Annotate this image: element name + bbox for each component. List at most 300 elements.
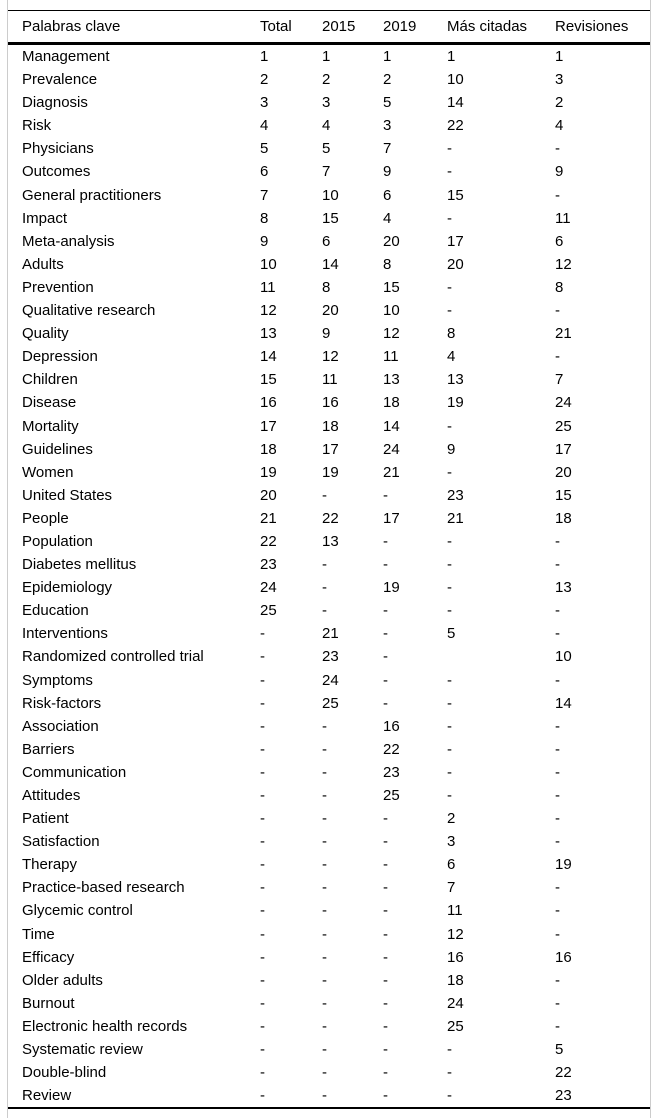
rank-cell: 3 xyxy=(447,833,456,851)
table-body xyxy=(8,44,650,1109)
rank-cell: - xyxy=(322,1064,327,1082)
keyword-cell: Interventions xyxy=(22,625,108,643)
rank-cell: - xyxy=(555,302,560,320)
table-row xyxy=(8,299,650,322)
rank-cell: 4 xyxy=(383,209,392,227)
keyword-cell: Women xyxy=(22,463,74,481)
keyword-cell: Practice-based research xyxy=(22,879,185,897)
rank-cell: 15 xyxy=(447,186,464,204)
table-row xyxy=(8,899,650,922)
keyword-cell: Disease xyxy=(22,394,77,412)
keyword-cell: Association xyxy=(22,717,99,735)
rank-cell: - xyxy=(383,625,388,643)
table-row xyxy=(8,807,650,830)
keyword-cell: Education xyxy=(22,602,89,620)
rank-cell: - xyxy=(383,902,388,920)
rank-cell: - xyxy=(322,579,327,597)
rank-cell: 3 xyxy=(260,94,269,112)
rank-cell: 4 xyxy=(260,117,269,135)
rank-cell: - xyxy=(322,1084,383,1108)
table-row xyxy=(8,738,650,761)
table-row xyxy=(8,1061,650,1084)
rank-cell: - xyxy=(383,810,388,828)
rank-cell: 1 xyxy=(447,48,456,65)
rank-cell: - xyxy=(447,787,452,804)
rank-cell: 10 xyxy=(383,302,400,320)
rank-cell: - xyxy=(383,856,388,874)
rank-cell: 7 xyxy=(383,140,392,158)
rank-cell: - xyxy=(260,948,265,966)
table-row xyxy=(8,923,650,946)
rank-cell: - xyxy=(555,348,560,366)
rank-cell: 17 xyxy=(322,440,339,458)
rank-cell: 10 xyxy=(260,255,277,273)
keyword-cell: Double-blind xyxy=(22,1064,107,1082)
rank-cell: - xyxy=(383,925,388,943)
rank-cell: - xyxy=(447,717,452,735)
rank-cell: - xyxy=(447,763,452,781)
rank-cell: 17 xyxy=(447,232,464,250)
rank-cell: - xyxy=(383,1064,388,1082)
table-row xyxy=(8,207,650,230)
rank-cell: 19 xyxy=(322,463,339,481)
rank-cell: 20 xyxy=(322,302,339,320)
keyword-cell: Glycemic control xyxy=(22,902,133,920)
keywords-ranking-table xyxy=(8,10,650,1109)
rank-cell: 12 xyxy=(555,255,572,273)
rank-cell: 7 xyxy=(447,879,456,897)
rank-cell: - xyxy=(322,602,327,620)
rank-cell: - xyxy=(447,163,452,181)
keyword-cell: Physicians xyxy=(22,140,94,158)
rank-cell: - xyxy=(447,532,452,550)
rank-cell: 11 xyxy=(555,209,571,227)
rank-cell: 6 xyxy=(447,856,456,874)
table-row xyxy=(8,1038,650,1061)
rank-cell: - xyxy=(383,671,388,689)
rank-cell: - xyxy=(383,1084,447,1108)
rank-cell: - xyxy=(383,648,388,666)
keyword-cell: Older adults xyxy=(22,971,103,989)
table-row xyxy=(8,114,650,137)
rank-cell: - xyxy=(322,856,327,874)
rank-cell: - xyxy=(555,763,560,781)
table-row xyxy=(8,253,650,276)
col-header-2015: 2015 xyxy=(322,11,383,44)
rank-cell: - xyxy=(555,602,560,620)
rank-cell: - xyxy=(555,1017,560,1035)
keyword-cell: People xyxy=(22,509,69,527)
rank-cell: - xyxy=(447,671,452,689)
rank-cell: - xyxy=(260,925,265,943)
keyword-cell: Communication xyxy=(22,763,127,781)
keyword-cell: Adults xyxy=(22,255,64,273)
rank-cell: - xyxy=(260,625,265,643)
rank-cell: 21 xyxy=(260,509,277,527)
table-row xyxy=(8,946,650,969)
rank-cell: - xyxy=(447,463,452,481)
keyword-cell: Population xyxy=(22,532,93,550)
keyword-cell: Depression xyxy=(22,348,98,366)
table-row xyxy=(8,230,650,253)
rank-cell: 17 xyxy=(260,417,277,435)
rank-cell: - xyxy=(383,694,388,712)
rank-cell: 12 xyxy=(260,302,277,320)
rank-cell: - xyxy=(383,948,388,966)
keyword-cell: Review xyxy=(8,1084,260,1108)
rank-cell: - xyxy=(555,833,560,851)
rank-cell: 9 xyxy=(447,440,456,458)
rank-cell: - xyxy=(260,810,265,828)
rank-cell: 25 xyxy=(383,787,400,804)
rank-cell: 24 xyxy=(383,440,400,458)
rank-cell: - xyxy=(447,140,452,158)
keyword-cell: Satisfaction xyxy=(22,833,100,851)
table-row xyxy=(8,992,650,1015)
table-row xyxy=(8,853,650,876)
rank-cell: - xyxy=(260,740,265,758)
rank-cell: 24 xyxy=(322,671,339,689)
rank-cell: 22 xyxy=(447,117,464,135)
keyword-cell: Mortality xyxy=(22,417,79,435)
rank-cell: - xyxy=(322,787,327,804)
rank-cell: 14 xyxy=(260,348,277,366)
col-header-total: Total xyxy=(260,11,322,44)
rank-cell: - xyxy=(383,532,388,550)
rank-cell: 13 xyxy=(383,371,400,389)
rank-cell: - xyxy=(322,717,327,735)
table-row xyxy=(8,576,650,599)
rank-cell: 13 xyxy=(260,325,277,343)
keyword-cell: Time xyxy=(22,925,55,943)
rank-cell: - xyxy=(383,1041,388,1059)
rank-cell: 1 xyxy=(555,48,564,65)
keyword-cell: Children xyxy=(22,371,78,389)
rank-cell: 2 xyxy=(322,71,331,89)
rank-cell: 23 xyxy=(383,763,400,781)
table-row xyxy=(8,715,650,738)
rank-cell: 16 xyxy=(260,394,277,412)
rank-cell: 19 xyxy=(260,463,277,481)
rank-cell: 5 xyxy=(555,1041,564,1059)
keyword-cell: Qualitative research xyxy=(22,302,156,320)
table-row xyxy=(8,1015,650,1038)
rank-cell: - xyxy=(383,879,388,897)
rank-cell: 12 xyxy=(447,925,464,943)
rank-cell: 18 xyxy=(447,971,464,989)
keyword-cell: Prevention xyxy=(22,278,94,296)
rank-cell: 10 xyxy=(322,186,339,204)
rank-cell: - xyxy=(447,417,452,435)
rank-cell: - xyxy=(260,879,265,897)
rank-cell: - xyxy=(322,1041,327,1059)
keyword-cell: Impact xyxy=(22,209,68,227)
rank-cell: - xyxy=(322,833,327,851)
rank-cell: 5 xyxy=(447,625,456,643)
rank-cell: 20 xyxy=(260,486,277,504)
rank-cell: 21 xyxy=(383,463,400,481)
rank-cell: - xyxy=(260,1041,265,1059)
rank-cell: 12 xyxy=(322,348,339,366)
keyword-cell: Diabetes mellitus xyxy=(22,556,137,574)
rank-cell: 6 xyxy=(260,163,269,181)
rank-cell: 14 xyxy=(447,94,464,112)
keyword-cell: Diagnosis xyxy=(22,94,88,112)
rank-cell: - xyxy=(322,971,327,989)
rank-cell: - xyxy=(555,740,560,758)
rank-cell: 4 xyxy=(555,117,564,135)
rank-cell: 17 xyxy=(383,509,400,527)
rank-cell: 4 xyxy=(322,117,331,135)
col-header-mas-citadas: Más citadas xyxy=(447,11,555,44)
rank-cell: - xyxy=(447,209,452,227)
rank-cell: - xyxy=(555,971,560,989)
rank-cell: - xyxy=(555,625,560,643)
rank-cell xyxy=(447,645,555,668)
rank-cell: - xyxy=(447,302,452,320)
table-row xyxy=(8,599,650,622)
rank-cell: - xyxy=(555,556,560,574)
rank-cell: 20 xyxy=(555,463,572,481)
rank-cell: 18 xyxy=(555,509,572,527)
rank-cell: - xyxy=(447,1084,555,1108)
rank-cell: - xyxy=(447,602,452,620)
rank-cell: 21 xyxy=(322,625,339,643)
rank-cell: - xyxy=(555,186,560,204)
rank-cell: 6 xyxy=(322,232,331,250)
rank-cell: - xyxy=(322,1017,327,1035)
rank-cell: - xyxy=(447,694,452,712)
rank-cell: 22 xyxy=(555,1064,572,1082)
rank-cell: 2 xyxy=(260,71,269,89)
rank-cell: - xyxy=(322,556,327,574)
rank-cell: 13 xyxy=(555,579,572,597)
keyword-cell: Management xyxy=(22,48,110,65)
rank-cell: - xyxy=(555,925,560,943)
rank-cell: 9 xyxy=(260,232,269,250)
table-row xyxy=(8,876,650,899)
rank-cell: - xyxy=(322,763,327,781)
keyword-cell: Electronic health records xyxy=(22,1017,188,1035)
rank-cell: 3 xyxy=(322,94,331,112)
col-header-revisiones: Revisiones xyxy=(555,11,650,44)
rank-cell: - xyxy=(447,1064,452,1082)
keyword-cell: Risk xyxy=(22,117,52,135)
rank-cell: 24 xyxy=(447,994,464,1012)
rank-cell: - xyxy=(322,810,327,828)
keyword-cell: Therapy xyxy=(22,856,78,874)
rank-cell: - xyxy=(260,856,265,874)
rank-cell: 7 xyxy=(322,163,331,181)
rank-cell: 12 xyxy=(383,325,400,343)
rank-cell: 18 xyxy=(260,440,277,458)
rank-cell: 16 xyxy=(322,394,339,412)
table-row xyxy=(8,276,650,299)
rank-cell: 8 xyxy=(260,209,269,227)
table-row xyxy=(8,44,650,69)
rank-cell: 5 xyxy=(322,140,331,158)
table-row xyxy=(8,68,650,91)
table-row xyxy=(8,322,650,345)
table-row xyxy=(8,669,650,692)
rank-cell: 4 xyxy=(447,348,456,366)
rank-cell: - xyxy=(555,671,560,689)
rank-cell: - xyxy=(260,717,265,735)
rank-cell: - xyxy=(322,740,327,758)
rank-cell: 9 xyxy=(322,325,331,343)
table-row xyxy=(8,761,650,784)
rank-cell: 21 xyxy=(447,509,464,527)
table-row xyxy=(8,622,650,645)
rank-cell: 15 xyxy=(383,278,400,296)
keyword-cell: Patient xyxy=(22,810,69,828)
rank-cell: - xyxy=(260,763,265,781)
rank-cell: - xyxy=(555,994,560,1012)
keyword-cell: Prevalence xyxy=(22,71,98,89)
rank-cell: - xyxy=(260,902,265,920)
rank-cell: - xyxy=(383,486,388,504)
rank-cell: - xyxy=(447,1041,452,1059)
rank-cell: 9 xyxy=(555,163,564,181)
rank-cell: 23 xyxy=(322,648,339,666)
rank-cell: - xyxy=(555,902,560,920)
rank-cell: 11 xyxy=(260,278,276,296)
table-row xyxy=(8,368,650,391)
table-row xyxy=(8,438,650,461)
rank-cell: 19 xyxy=(555,856,572,874)
rank-cell: - xyxy=(260,994,265,1012)
rank-cell: 2 xyxy=(447,810,456,828)
rank-cell: 24 xyxy=(555,394,572,412)
rank-cell: 16 xyxy=(447,948,464,966)
rank-cell: 9 xyxy=(383,163,392,181)
col-header-palabras-clave: Palabras clave xyxy=(8,11,260,44)
table-row xyxy=(8,530,650,553)
table-row xyxy=(8,461,650,484)
rank-cell: - xyxy=(555,810,560,828)
rank-cell: - xyxy=(447,579,452,597)
keyword-cell: Outcomes xyxy=(22,163,91,181)
rank-cell: - xyxy=(383,602,388,620)
keyword-cell: Epidemiology xyxy=(22,579,113,597)
rank-cell: - xyxy=(260,1017,265,1035)
rank-cell: - xyxy=(322,902,327,920)
rank-cell: - xyxy=(383,556,388,574)
rank-cell: - xyxy=(383,1017,388,1035)
rank-cell: 2 xyxy=(383,71,392,89)
rank-cell: 7 xyxy=(260,186,269,204)
table-row xyxy=(8,784,650,807)
table-row xyxy=(8,1084,650,1108)
rank-cell: 10 xyxy=(447,71,464,89)
rank-cell: - xyxy=(447,740,452,758)
rank-cell: 3 xyxy=(383,117,392,135)
rank-cell: - xyxy=(260,971,265,989)
rank-cell: 2 xyxy=(555,94,564,112)
rank-cell: 25 xyxy=(260,602,277,620)
rank-cell: 14 xyxy=(322,255,339,273)
rank-cell: 6 xyxy=(555,232,564,250)
keyword-cell: Meta-analysis xyxy=(22,232,115,250)
rank-cell: - xyxy=(260,1084,322,1108)
rank-cell: 20 xyxy=(447,255,464,273)
rank-cell: 15 xyxy=(555,486,572,504)
table-row xyxy=(8,137,650,160)
rank-cell: 22 xyxy=(383,740,400,758)
rank-cell: 1 xyxy=(383,48,392,65)
rank-cell: 25 xyxy=(322,694,339,712)
rank-cell: 10 xyxy=(555,648,572,666)
rank-cell: - xyxy=(555,532,560,550)
rank-cell: 17 xyxy=(555,440,572,458)
rank-cell: - xyxy=(260,1064,265,1082)
table-row xyxy=(8,645,650,668)
rank-cell: - xyxy=(260,648,265,666)
rank-cell: 5 xyxy=(383,94,392,112)
rank-cell: - xyxy=(260,671,265,689)
table-row xyxy=(8,969,650,992)
keyword-cell: Barriers xyxy=(22,740,75,758)
rank-cell: 23 xyxy=(447,486,464,504)
rank-cell: - xyxy=(383,971,388,989)
rank-cell: - xyxy=(555,140,560,158)
rank-cell: 14 xyxy=(383,417,400,435)
rank-cell: - xyxy=(555,787,560,804)
rank-cell: - xyxy=(260,694,265,712)
rank-cell: - xyxy=(322,948,327,966)
rank-cell: 11 xyxy=(322,371,338,389)
rank-cell: 8 xyxy=(555,278,564,296)
keyword-cell: Randomized controlled trial xyxy=(22,648,204,666)
rank-cell: 23 xyxy=(555,1084,650,1108)
rank-cell: 8 xyxy=(383,255,392,273)
table-row xyxy=(8,391,650,414)
rank-cell: 25 xyxy=(555,417,572,435)
rank-cell: 11 xyxy=(447,902,463,920)
rank-cell: - xyxy=(322,925,327,943)
rank-cell: 20 xyxy=(383,232,400,250)
rank-cell: 25 xyxy=(447,1017,464,1035)
keyword-cell: Symptoms xyxy=(22,671,93,689)
rank-cell: 5 xyxy=(260,140,269,158)
keyword-cell: General practitioners xyxy=(22,186,162,204)
table-row xyxy=(8,345,650,368)
keyword-cell: Risk-factors xyxy=(22,694,102,712)
rank-cell: 19 xyxy=(383,579,400,597)
rank-cell: 13 xyxy=(447,371,464,389)
rank-cell: 18 xyxy=(383,394,400,412)
header-row xyxy=(8,11,650,44)
rank-cell: 19 xyxy=(447,394,464,412)
rank-cell: - xyxy=(322,994,327,1012)
table-row xyxy=(8,160,650,183)
rank-cell: 11 xyxy=(383,348,399,366)
rank-cell: - xyxy=(322,486,327,504)
rank-cell: 3 xyxy=(555,71,564,89)
table-row xyxy=(8,553,650,576)
rank-cell: 23 xyxy=(260,556,277,574)
table-row xyxy=(8,484,650,507)
rank-cell: 15 xyxy=(322,209,339,227)
rank-cell: - xyxy=(383,994,388,1012)
rank-cell: 6 xyxy=(383,186,392,204)
rank-cell: - xyxy=(555,879,560,897)
rank-cell: 7 xyxy=(555,371,564,389)
rank-cell: 15 xyxy=(260,371,277,389)
rank-cell: 22 xyxy=(322,509,339,527)
rank-cell: - xyxy=(447,278,452,296)
rank-cell: 1 xyxy=(260,48,269,65)
